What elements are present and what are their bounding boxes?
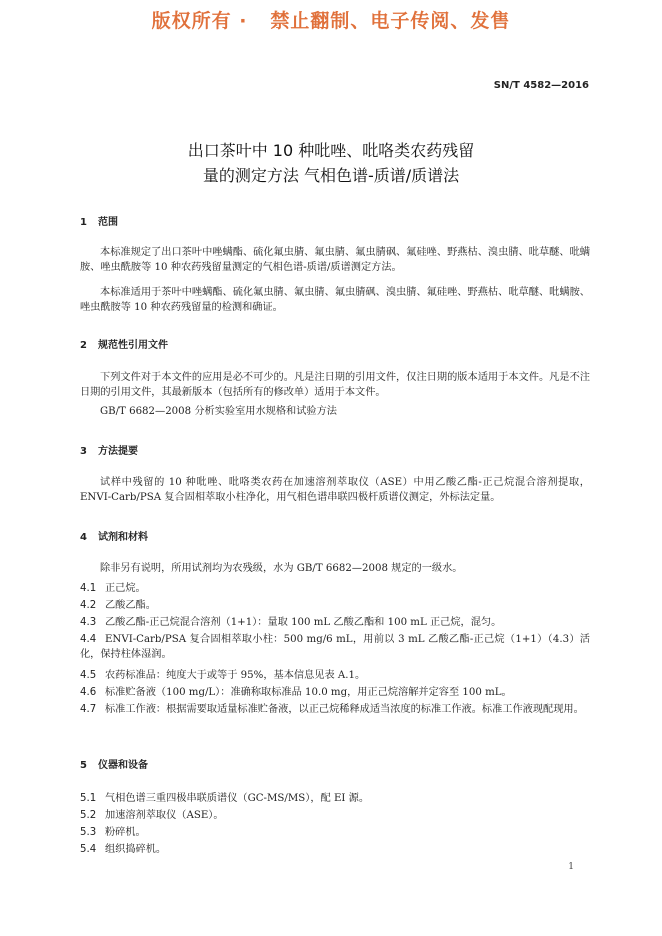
section-number: 4 [80,532,87,543]
section-4-intro: 除非另有说明，所用试剂均为农残级，水为 GB/T 6682—2008 规定的一级水。 [100,563,463,574]
item-text: 气相色谱三重四极串联质谱仪（GC-MS/MS），配 EI 源。 [105,793,370,804]
item-number: 5.2 [80,810,97,821]
section-3-heading [80,442,138,457]
list-item [80,581,590,596]
section-3-paragraph-1: 试样中残留的 10 种吡唑、吡咯类农药在加速溶剂萃取仪（ASE）中用乙酸乙酯-正己烷混合溶剂提取，ENVI-Carb/PSA 复合固相萃取小柱净化，用气相色谱串联四极杆质谱仪测定，外标法定量。 [80,477,590,503]
list-item [80,791,590,806]
section-5-heading [80,756,148,771]
item-number: 4.6 [80,687,97,698]
standard-code: SN/T 4582—2016 [493,80,589,91]
list-item [80,702,590,717]
section-title: 规范性引用文件 [98,340,168,351]
item-number: 4.3 [80,617,97,628]
item-number: 5.4 [80,844,97,855]
list-item [80,685,590,700]
list-item [80,668,590,683]
item-text: 粉碎机。 [105,827,146,838]
item-text: 乙酸乙酯-正己烷混合溶剂（1+1）：量取 100 mL 乙酸乙酯和 100 mL 正己烷，混匀。 [105,617,502,628]
section-title: 范围 [98,217,118,228]
item-text: 正己烷。 [105,583,146,594]
item-text: 农药标准品：纯度大于或等于 95%，基本信息见表 A.1。 [105,670,366,681]
item-number: 4.7 [80,704,97,715]
section-number: 3 [80,446,87,457]
list-item [80,842,590,857]
item-text: 组织捣碎机。 [105,844,167,855]
section-1-paragraph-2: 本标准适用于茶叶中唑螨酯、硫化氟虫腈、氟虫腈、氟虫腈砜、溴虫腈、氟硅唑、野燕枯、吡草醚、吡螨胺、唑虫酰胺等 10 种农药残留量的检测和确证。 [80,287,590,313]
copyright-watermark: 版权所有 · 禁止翻制、电子传阅、发售 [151,10,511,32]
item-text: ENVI-Carb/PSA 复合固相萃取小柱：500 mg/6 mL，用前以 3 mL 乙酸乙酯-正己烷（1+1）（4.3）活化，保持柱体湿润。 [80,634,590,660]
item-text: 标准工作液：根据需要取适量标准贮备液，以正己烷稀释成适当浓度的标准工作液。标准工作液现配现用。 [105,704,584,715]
section-2-heading [80,336,168,351]
section-number: 1 [80,217,87,228]
list-item [80,632,590,662]
section-title: 试剂和材料 [98,532,148,543]
item-number: 4.5 [80,670,97,681]
section-title: 仪器和设备 [98,760,148,771]
section-number: 2 [80,340,87,351]
item-number: 5.3 [80,827,97,838]
section-2-paragraph-1: 下列文件对于本文件的应用是必不可少的。凡是注日期的引用文件，仅注日期的版本适用于本文件。凡是不注日期的引用文件，其最新版本（包括所有的修改单）适用于本文件。 [80,372,590,398]
document-title-line1: 出口茶叶中 10 种吡唑、吡咯类农药残留 [187,141,475,160]
section-4-heading [80,528,148,543]
item-text: 加速溶剂萃取仪（ASE）。 [105,810,224,821]
section-number: 5 [80,760,87,771]
section-1-paragraph-1: 本标准规定了出口茶叶中唑螨酯、硫化氟虫腈、氟虫腈、氟虫腈砜、氟硅唑、野燕枯、溴虫腈、吡草醚、吡螨胺、唑虫酰胺等 10 种农药残留量测定的气相色谱-质谱/质谱测定方法。 [80,247,590,273]
item-number: 4.2 [80,600,97,611]
list-item [80,825,590,840]
item-text: 标准贮备液（100 mg/L）：准确称取标准品 10.0 mg，用正己烷溶解并定容至 100 mL。 [105,687,512,698]
item-number: 5.1 [80,793,97,804]
list-item [80,598,590,613]
section-1-heading [80,213,118,228]
document-title-line2: 量的测定方法 气相色谱-质谱/质谱法 [202,166,460,185]
page-number: 1 [568,862,574,872]
item-number: 4.4 [80,634,97,645]
item-number: 4.1 [80,583,97,594]
item-text: 乙酸乙酯。 [105,600,156,611]
list-item [80,808,590,823]
normative-reference: GB/T 6682—2008 分析实验室用水规格和试验方法 [100,406,337,417]
list-item [80,615,590,630]
section-title: 方法提要 [98,446,138,457]
